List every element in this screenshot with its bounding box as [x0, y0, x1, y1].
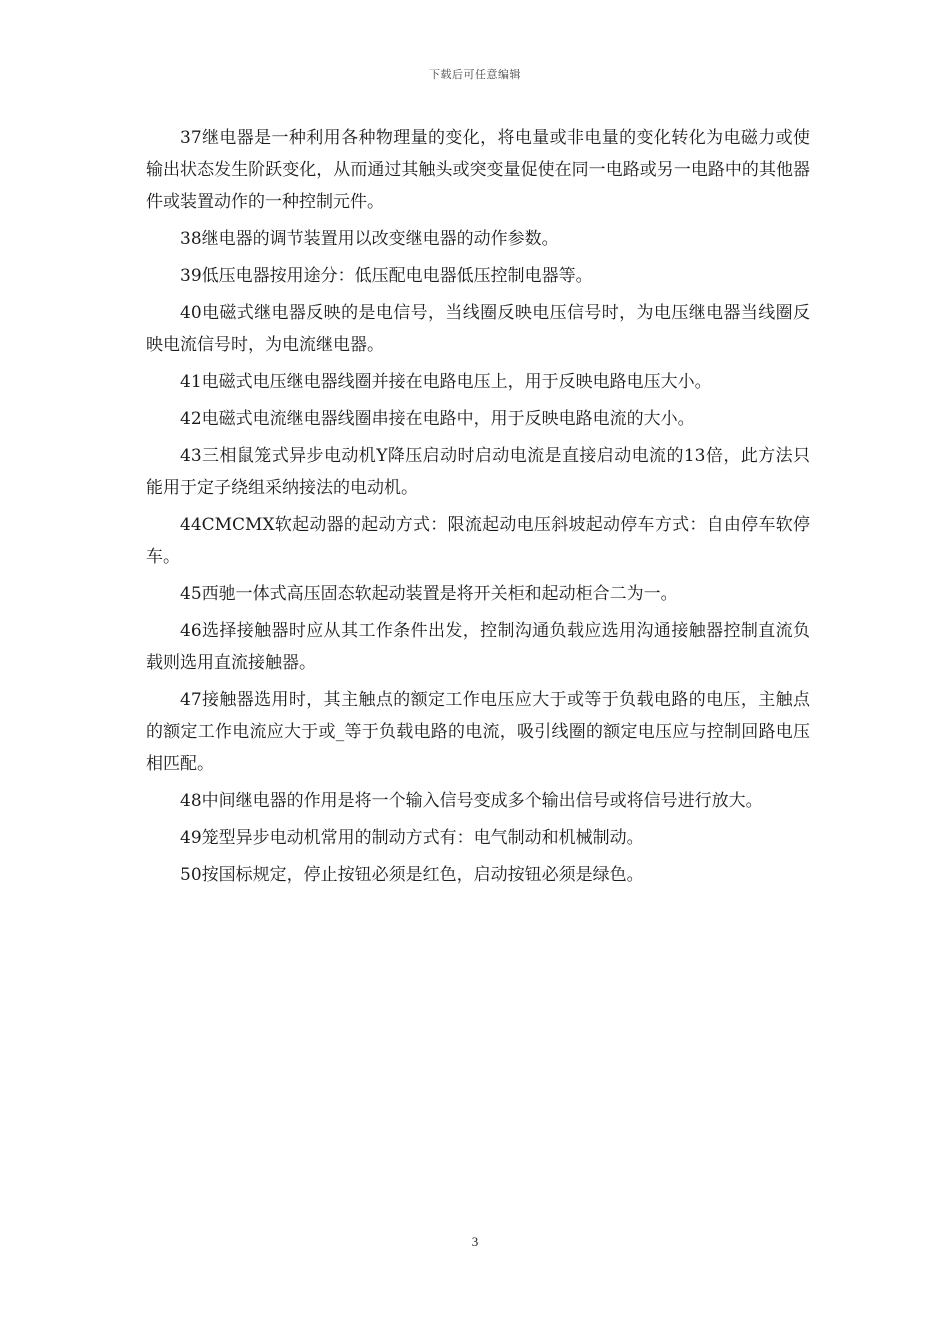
paragraph-38: 38继电器的调节装置用以改变继电器的动作参数。 — [180, 229, 559, 249]
paragraph-43: 43三相鼠笼式异步电动机Y降压启动时启动电流是直接启动电流的13倍，此方法只能用于定子绕组采纳接法的电动机。 — [146, 446, 810, 498]
page-header: 下载后可任意编辑 — [429, 68, 521, 81]
paragraph-49: 49笼型异步电动机常用的制动方式有：电气制动和机械制动。 — [180, 828, 644, 848]
paragraph-48: 48中间继电器的作用是将一个输入信号变成多个输出信号或将信号进行放大。 — [180, 791, 763, 811]
paragraph-46: 46选择接触器时应从其工作条件出发，控制沟通负载应选用沟通接触器控制直流负载则选用直流接触器。 — [146, 621, 810, 673]
paragraph-47: 47接触器选用时，其主触点的额定工作电压应大于或等于负载电路的电压，主触点的额定工作电流应大于或_等于负载电路的电流，吸引线圈的额定电压应与控制回路电压相匹配。 — [146, 690, 810, 774]
paragraph-37: 37继电器是一种利用各种物理量的变化，将电量或非电量的变化转化为电磁力或使输出状态发生阶跃变化，从而通过其触头或突变量促使在同一电路或另一电路中的其他器件或装置动作的一种控制元件。 — [146, 128, 810, 212]
paragraph-45: 45西驰一体式高压固态软起动装置是将开关柜和起动柜合二为一。 — [180, 584, 678, 604]
paragraph-42: 42电磁式电流继电器线圈串接在电路中，用于反映电路电流的大小。 — [180, 409, 695, 429]
paragraph-50: 50按国标规定，停止按钮必须是红色，启动按钮必须是绿色。 — [180, 865, 644, 885]
paragraph-44: 44CMCMX软起动器的起动方式：限流起动电压斜坡起动停车方式：自由停车软停车。 — [146, 515, 810, 567]
paragraph-41: 41电磁式电压继电器线圈并接在电路电压上，用于反映电路电压大小。 — [180, 372, 712, 392]
page-number: 3 — [471, 1234, 479, 1249]
paragraph-39: 39低压电器按用途分：低压配电电器低压控制电器等。 — [180, 266, 593, 286]
document-body — [146, 122, 810, 896]
paragraph-40: 40电磁式继电器反映的是电信号，当线圈反映电压信号时，为电压继电器当线圈反映电流信号时，为电流继电器。 — [146, 303, 810, 355]
